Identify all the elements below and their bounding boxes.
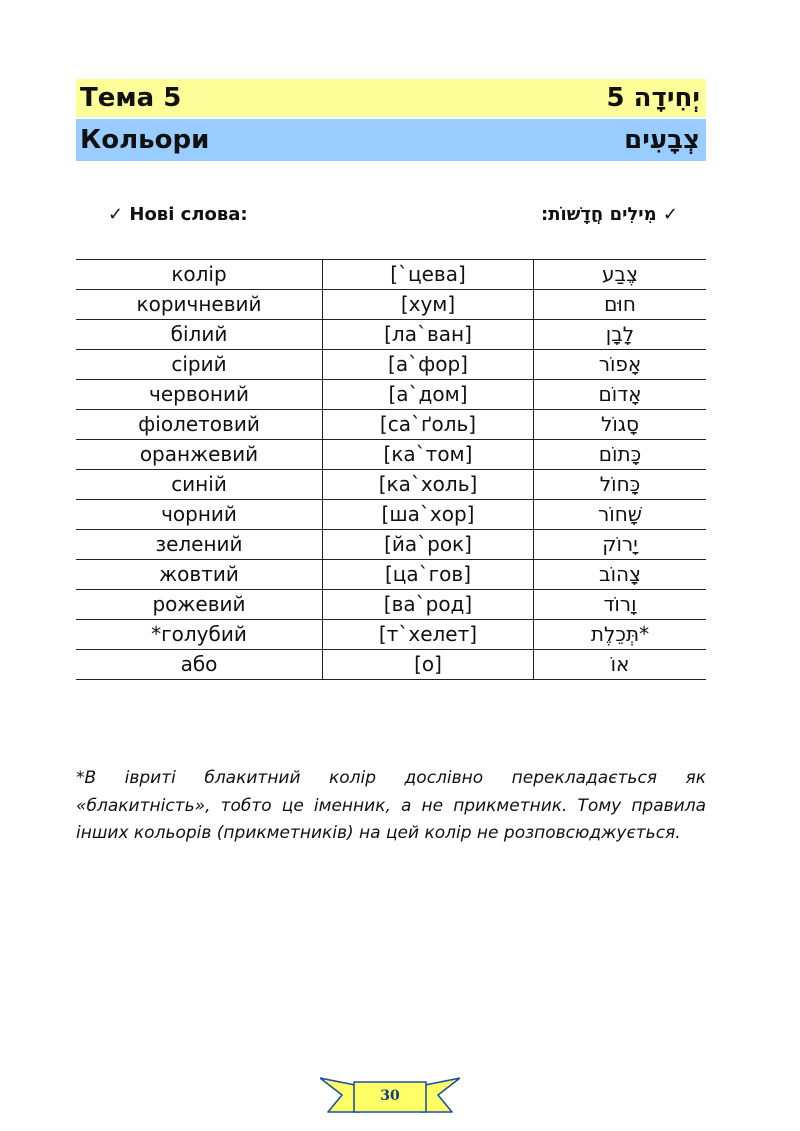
table-row	[76, 440, 706, 470]
new-words-label-uk: Нові слова:	[129, 204, 248, 225]
word-hebrew: אָפוֹר	[534, 350, 707, 380]
word-transliteration: [хум]	[323, 290, 534, 320]
new-words-label-he: מִילִים חֲדָשׁוֹת:	[541, 204, 657, 225]
table-row	[76, 290, 706, 320]
word-ukrainian: сірий	[76, 350, 323, 380]
word-ukrainian: жовтий	[76, 560, 323, 590]
word-ukrainian: зелений	[76, 530, 323, 560]
page-title-he: צְבָעִים	[624, 125, 700, 155]
word-hebrew: שָׁחוֹר	[534, 500, 707, 530]
table-row	[76, 560, 706, 590]
word-hebrew: צֶבַע	[534, 260, 707, 290]
table-row	[76, 260, 706, 290]
word-transliteration: [ца`гов]	[323, 560, 534, 590]
word-transliteration: [а`фор]	[323, 350, 534, 380]
table-row	[76, 530, 706, 560]
table-row	[76, 380, 706, 410]
word-ukrainian: колір	[76, 260, 323, 290]
word-transliteration: [ка`том]	[323, 440, 534, 470]
word-transliteration: [ла`ван]	[323, 320, 534, 350]
word-transliteration: [ша`хор]	[323, 500, 534, 530]
word-ukrainian: червоний	[76, 380, 323, 410]
word-hebrew: יָרוֹק	[534, 530, 707, 560]
word-hebrew: כָּחוֹל	[534, 470, 707, 500]
table-row	[76, 410, 706, 440]
checkmark-icon: ✓	[662, 204, 678, 225]
checkmark-icon: ✓	[108, 204, 124, 225]
word-ukrainian: *голубий	[76, 620, 323, 650]
word-transliteration: [т`хелет]	[323, 620, 534, 650]
word-transliteration: [`цева]	[323, 260, 534, 290]
word-ukrainian: чорний	[76, 500, 323, 530]
word-transliteration: [са`ґоль]	[323, 410, 534, 440]
word-transliteration: [о]	[323, 650, 534, 680]
new-words-he	[541, 204, 678, 225]
word-hebrew: כָּתוֹם	[534, 440, 707, 470]
word-ukrainian: коричневий	[76, 290, 323, 320]
word-hebrew: *תְּכֵלֶת	[534, 620, 707, 650]
table-row	[76, 500, 706, 530]
vocabulary-table-body	[76, 260, 706, 680]
table-row	[76, 320, 706, 350]
word-hebrew: לָבָן	[534, 320, 707, 350]
word-ukrainian: фіолетовий	[76, 410, 323, 440]
table-row	[76, 590, 706, 620]
vocabulary-table	[76, 259, 706, 680]
word-ukrainian: синій	[76, 470, 323, 500]
table-row	[76, 620, 706, 650]
word-ukrainian: рожевий	[76, 590, 323, 620]
word-hebrew: אָדוֹם	[534, 380, 707, 410]
topic-label-he: יְחִידָה 5	[606, 83, 700, 113]
new-words-heading	[76, 200, 706, 230]
page-number: 30	[380, 1088, 400, 1104]
word-transliteration: [ва`род]	[323, 590, 534, 620]
word-transliteration: [а`дом]	[323, 380, 534, 410]
new-words-uk	[108, 204, 248, 225]
topic-band	[76, 79, 706, 117]
word-hebrew: צָהוֹב	[534, 560, 707, 590]
word-hebrew: אוֹ	[534, 650, 707, 680]
table-row	[76, 470, 706, 500]
word-hebrew: חוּם	[534, 290, 707, 320]
word-hebrew: וָרוֹד	[534, 590, 707, 620]
table-row	[76, 650, 706, 680]
page-title-uk: Кольори	[80, 125, 210, 155]
word-ukrainian: оранжевий	[76, 440, 323, 470]
word-hebrew: סָגוֹל	[534, 410, 707, 440]
footnote: *В івриті блакитний колір дослівно перекладається як «блакитність», тобто це іменник, а не прикметник. Тому правила інших кольорів (прикметників) на цей колір не розповсюджується.	[76, 768, 706, 843]
word-transliteration: [ка`холь]	[323, 470, 534, 500]
table-row	[76, 350, 706, 380]
word-ukrainian: або	[76, 650, 323, 680]
word-ukrainian: білий	[76, 320, 323, 350]
topic-label-uk: Тема 5	[80, 83, 182, 113]
title-band	[76, 119, 706, 161]
word-transliteration: [йа`рок]	[323, 530, 534, 560]
